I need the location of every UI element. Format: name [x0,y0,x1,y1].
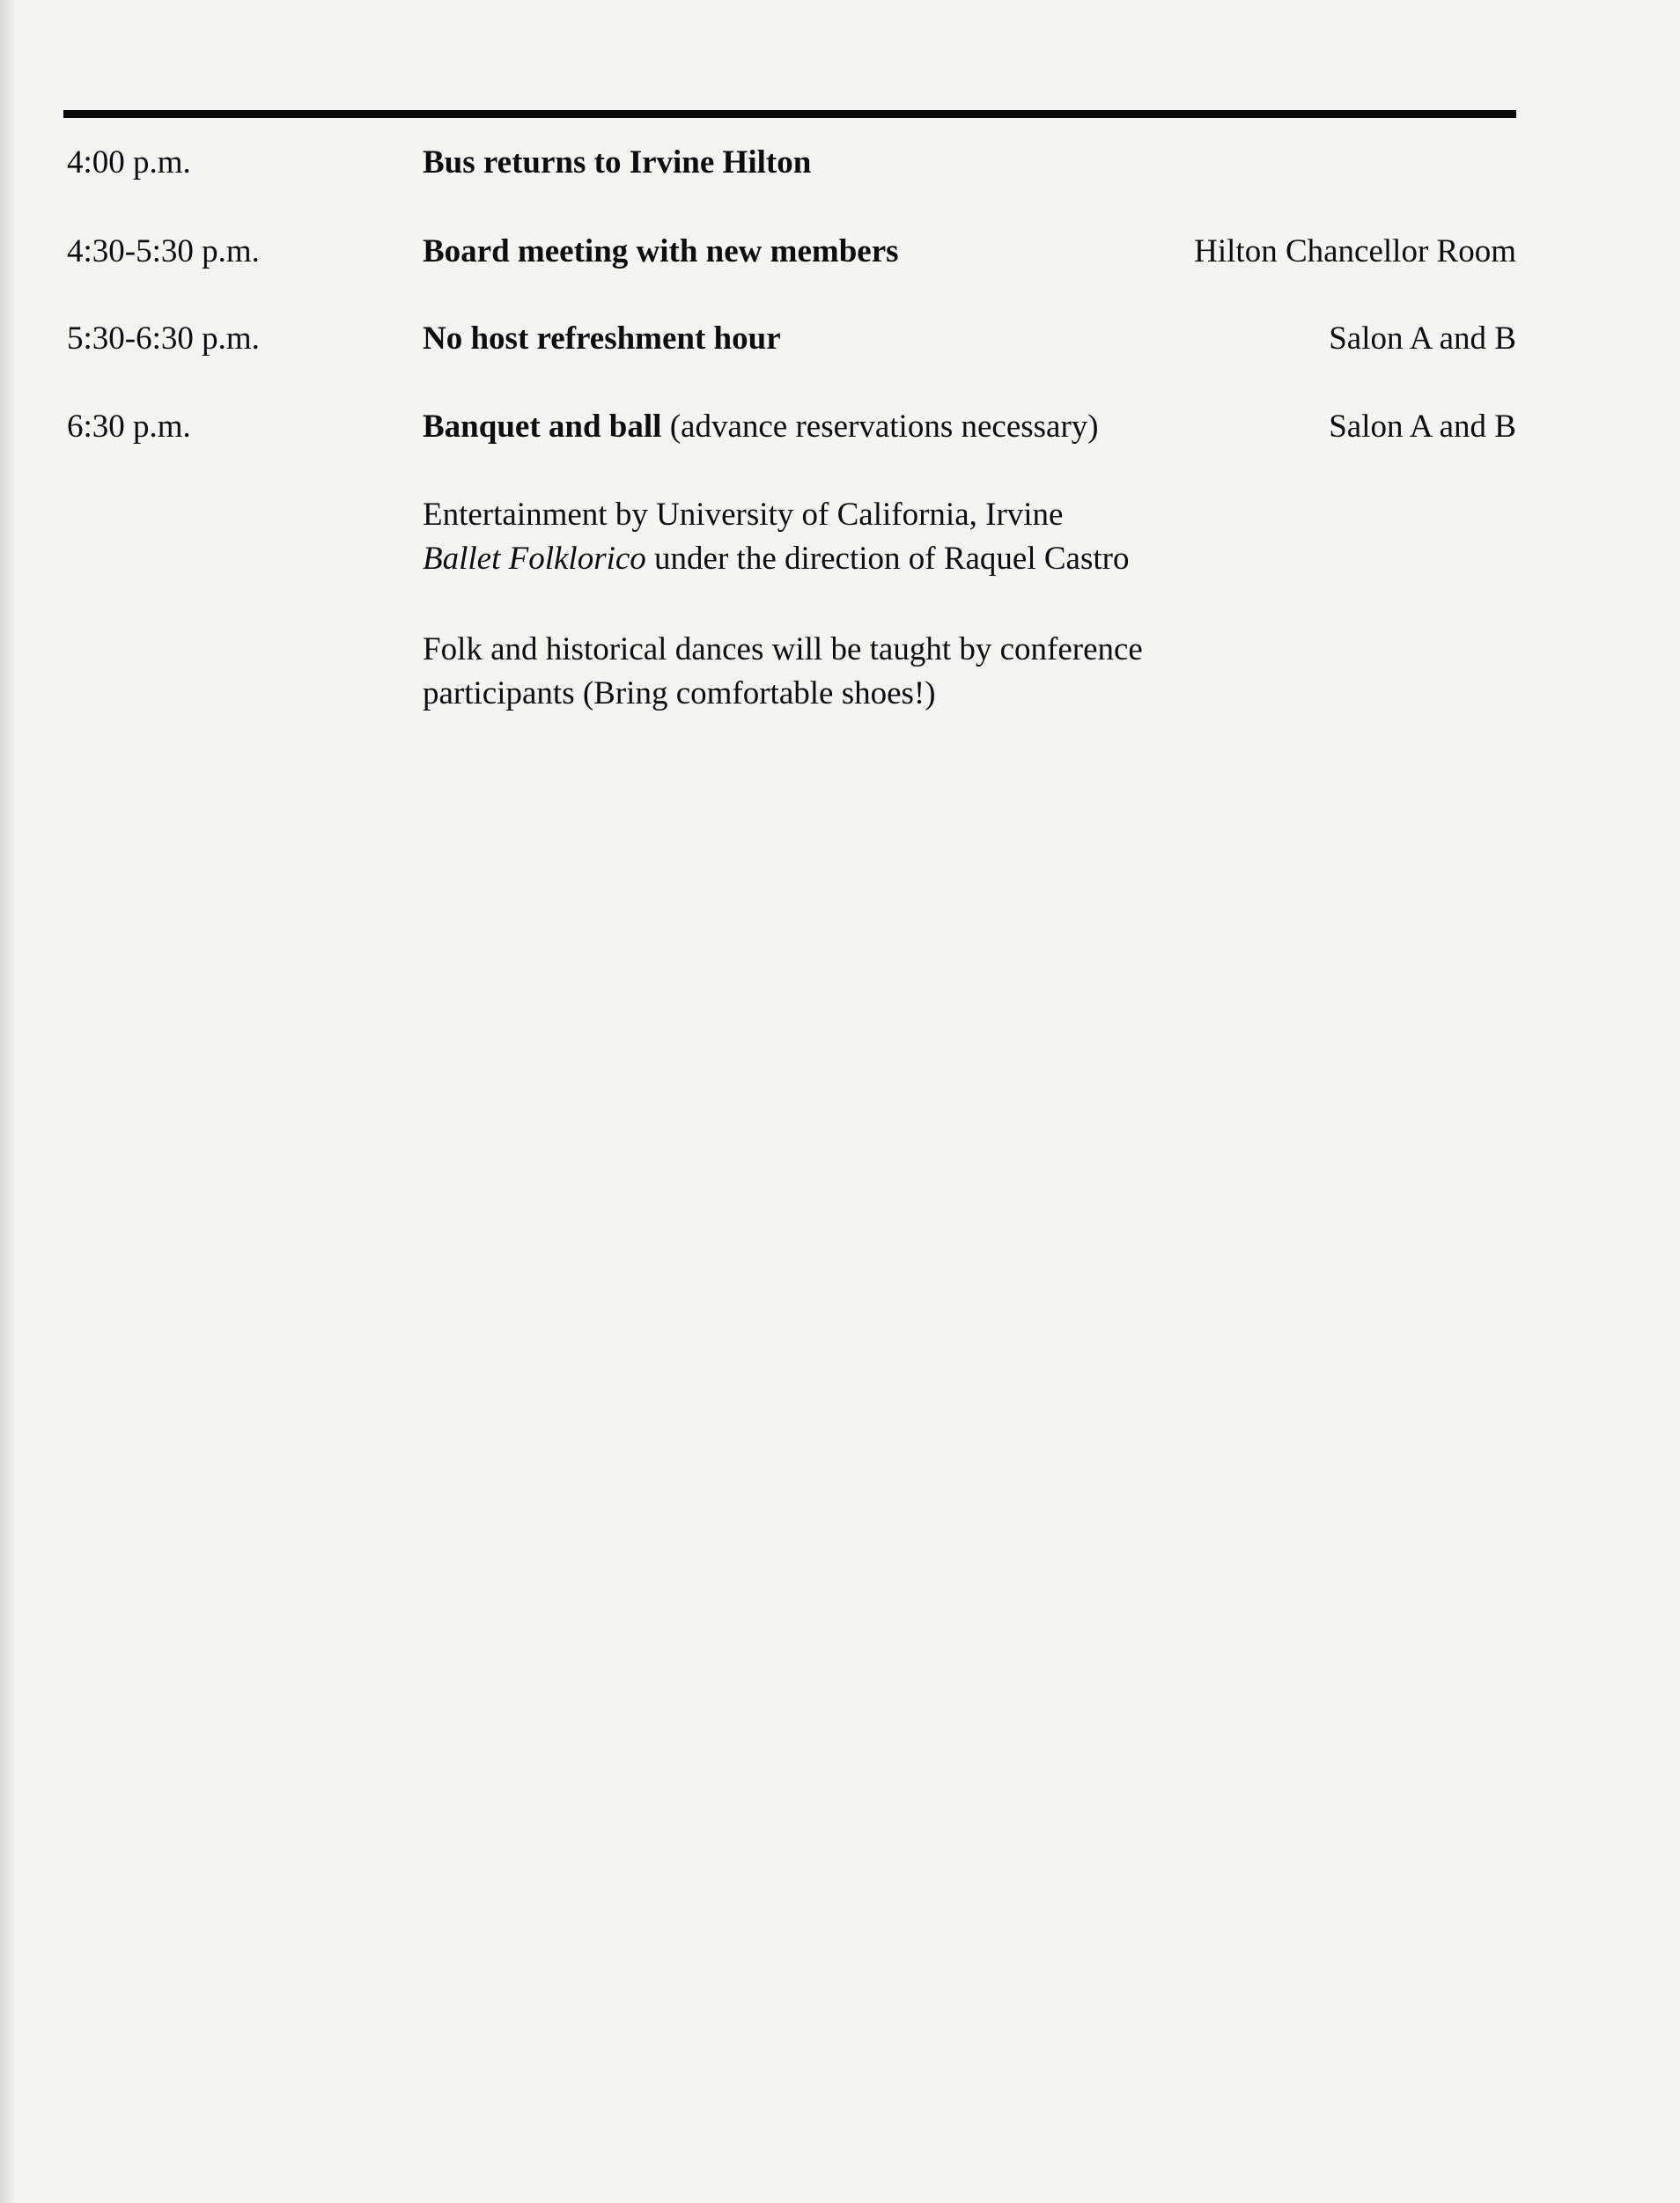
schedule-event [423,136,811,189]
entertainment-line-2 [423,537,1356,581]
schedule-event [423,401,1099,453]
top-rule [63,110,1516,118]
dances-line-2: participants (Bring comfortable shoes!) [423,675,936,711]
entertainment-line-1: Entertainment by University of California, Irvine [423,497,1064,533]
schedule-row [0,225,1680,278]
entertainment-paragraph [423,493,1356,581]
schedule-event-title: Board meeting with new members [423,233,899,269]
schedule-event-note: (advance reservations necessary) [661,409,1099,445]
schedule-row [0,313,1680,365]
schedule-time: 5:30-6:30 p.m. [67,321,260,357]
schedule-time: 4:30-5:30 p.m. [67,233,260,269]
schedule-event-title: Banquet and ball [423,409,662,445]
schedule-time: 6:30 p.m. [67,409,191,445]
schedule-location: Salon A and B [1329,409,1516,445]
dances-line-1: Folk and historical dances will be taught by conference [423,631,1143,667]
dances-paragraph [423,628,1356,716]
schedule-event-title: Bus returns to Irvine Hilton [423,144,812,181]
schedule-row [0,136,1680,189]
ballet-name: Ballet Folklorico [423,541,646,577]
schedule-event [423,313,781,365]
schedule-location: Hilton Chancellor Room [1194,233,1516,269]
schedule-location: Salon A and B [1329,321,1516,357]
schedule-event [423,225,899,278]
ballet-direction: under the direction of Raquel Castro [645,541,1130,577]
schedule-time: 4:00 p.m. [67,144,191,181]
schedule-event-title: No host refreshment hour [423,321,781,357]
schedule-row [0,401,1680,453]
